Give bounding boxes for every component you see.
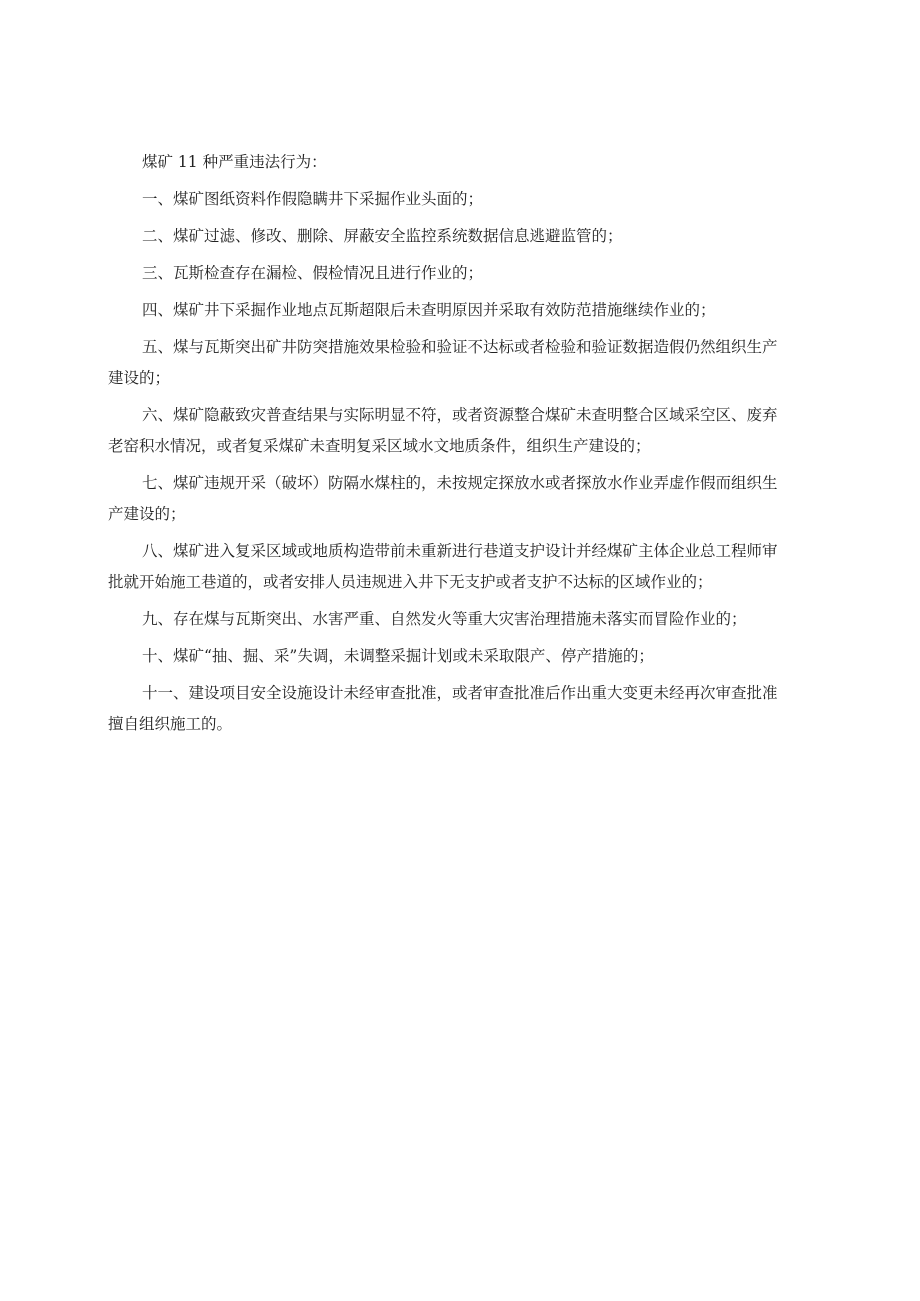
violation-item-7: 七、煤矿违规开采（破坏）防隔水煤柱的，未按规定探放水或者探放水作业弄虚作假而组织生产建设的； (108, 474, 778, 523)
violation-item-3: 三、瓦斯检查存在漏检、假检情况且进行作业的； (142, 264, 484, 282)
document-title: 煤矿 11 种严重违法行为： (142, 153, 327, 171)
violation-item-5: 五、煤与瓦斯突出矿井防突措施效果检验和验证不达标或者检验和验证数据造假仍然组织生产建设的； (108, 338, 778, 387)
document-body (108, 147, 782, 746)
violation-item-4: 四、煤矿井下采掘作业地点瓦斯超限后未查明原因并采取有效防范措施继续作业的； (142, 301, 716, 319)
violation-item-8: 八、煤矿进入复采区域或地质构造带前未重新进行巷道支护设计并经煤矿主体企业总工程师审批就开始施工巷道的，或者安排人员违规进入井下无支护或者支护不达标的区域作业的； (108, 542, 778, 591)
violation-item-9: 九、存在煤与瓦斯突出、水害严重、自然发火等重大灾害治理措施未落实而冒险作业的； (142, 610, 747, 628)
violation-item-6: 六、煤矿隐蔽致灾普查结果与实际明显不符，或者资源整合煤矿未查明整合区域采空区、废弃老窑积水情况，或者复采煤矿未查明复采区域水文地质条件，组织生产建设的； (108, 406, 778, 455)
violation-item-2: 二、煤矿过滤、修改、删除、屏蔽安全监控系统数据信息逃避监管的； (142, 227, 623, 245)
violation-item-10: 十、煤矿“抽、掘、采”失调，未调整采掘计划或未采取限产、停产措施的； (142, 647, 654, 665)
violation-item-11: 十一、建设项目安全设施设计未经审查批准，或者审查批准后作出重大变更未经再次审查批准擅自组织施工的。 (108, 684, 778, 733)
violation-item-1: 一、煤矿图纸资料作假隐瞒井下采掘作业头面的； (142, 190, 484, 208)
